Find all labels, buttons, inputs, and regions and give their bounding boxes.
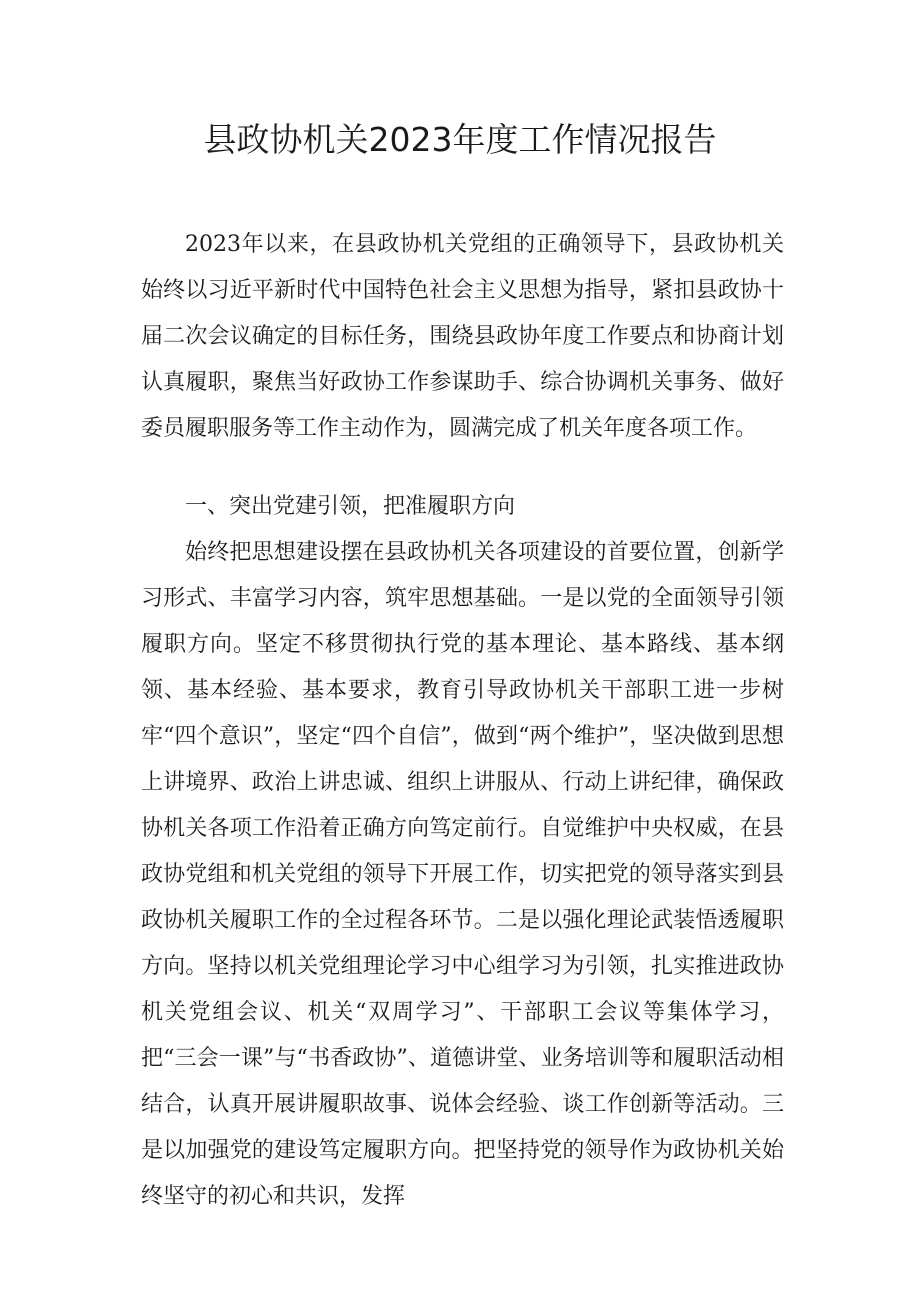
intro-paragraph: 2023年以来，在县政协机关党组的正确领导下，县政协机关始终以习近平新时代中国特色社会主义思想为指导，紧扣县政协十届二次会议确定的目标任务，围绕县政协年度工作要点和协商计划认真履职，聚焦当好政协工作参谋助手、综合协调机关事务、做好委员履职服务等工作主动作为，圆满完成了机关年度各项工作。 xyxy=(141,232,784,441)
document-title: 县政协机关2023年度工作情况报告 xyxy=(203,120,717,159)
section-1-paragraph: 始终把思想建设摆在县政协机关各项建设的首要位置，创新学习形式、丰富学习内容，筑牢思想基础。一是以党的全面领导引领履职方向。坚定不移贯彻执行党的基本理论、基本路线、基本纲领、基本经验、基本要求，教育引导政协机关干部职工进一步树牢“四个意识”，坚定“四个自信”，做到“两个维护”，坚决做到思想上讲境界、政治上讲忠诚、组织上讲服从、行动上讲纪律，确保政协机关各项工作沿着正确方向笃定前行。自觉维护中央权威，在县政协党组和机关党组的领导下开展工作，切实把党的领导落实到县政协机关履职工作的全过程各环节。二是以强化理论武装悟透履职方向。坚持以机关党组理论学习中心组学习为引领，扎实推进政协机关党组会议、机关“双周学习”、干部职工会议等集体学习，把“三会一课”与“书香政协”、道德讲堂、业务培训等和履职活动相结合，认真开展讲履职故事、说体会经验、谈工作创新等活动。三是以加强党的建设笃定履职方向。把坚持党的领导作为政协机关始终坚守的初心和共识，发挥 xyxy=(141,540,784,1209)
section-heading-1: 一、突出党建引领，把准履职方向 xyxy=(185,494,516,519)
